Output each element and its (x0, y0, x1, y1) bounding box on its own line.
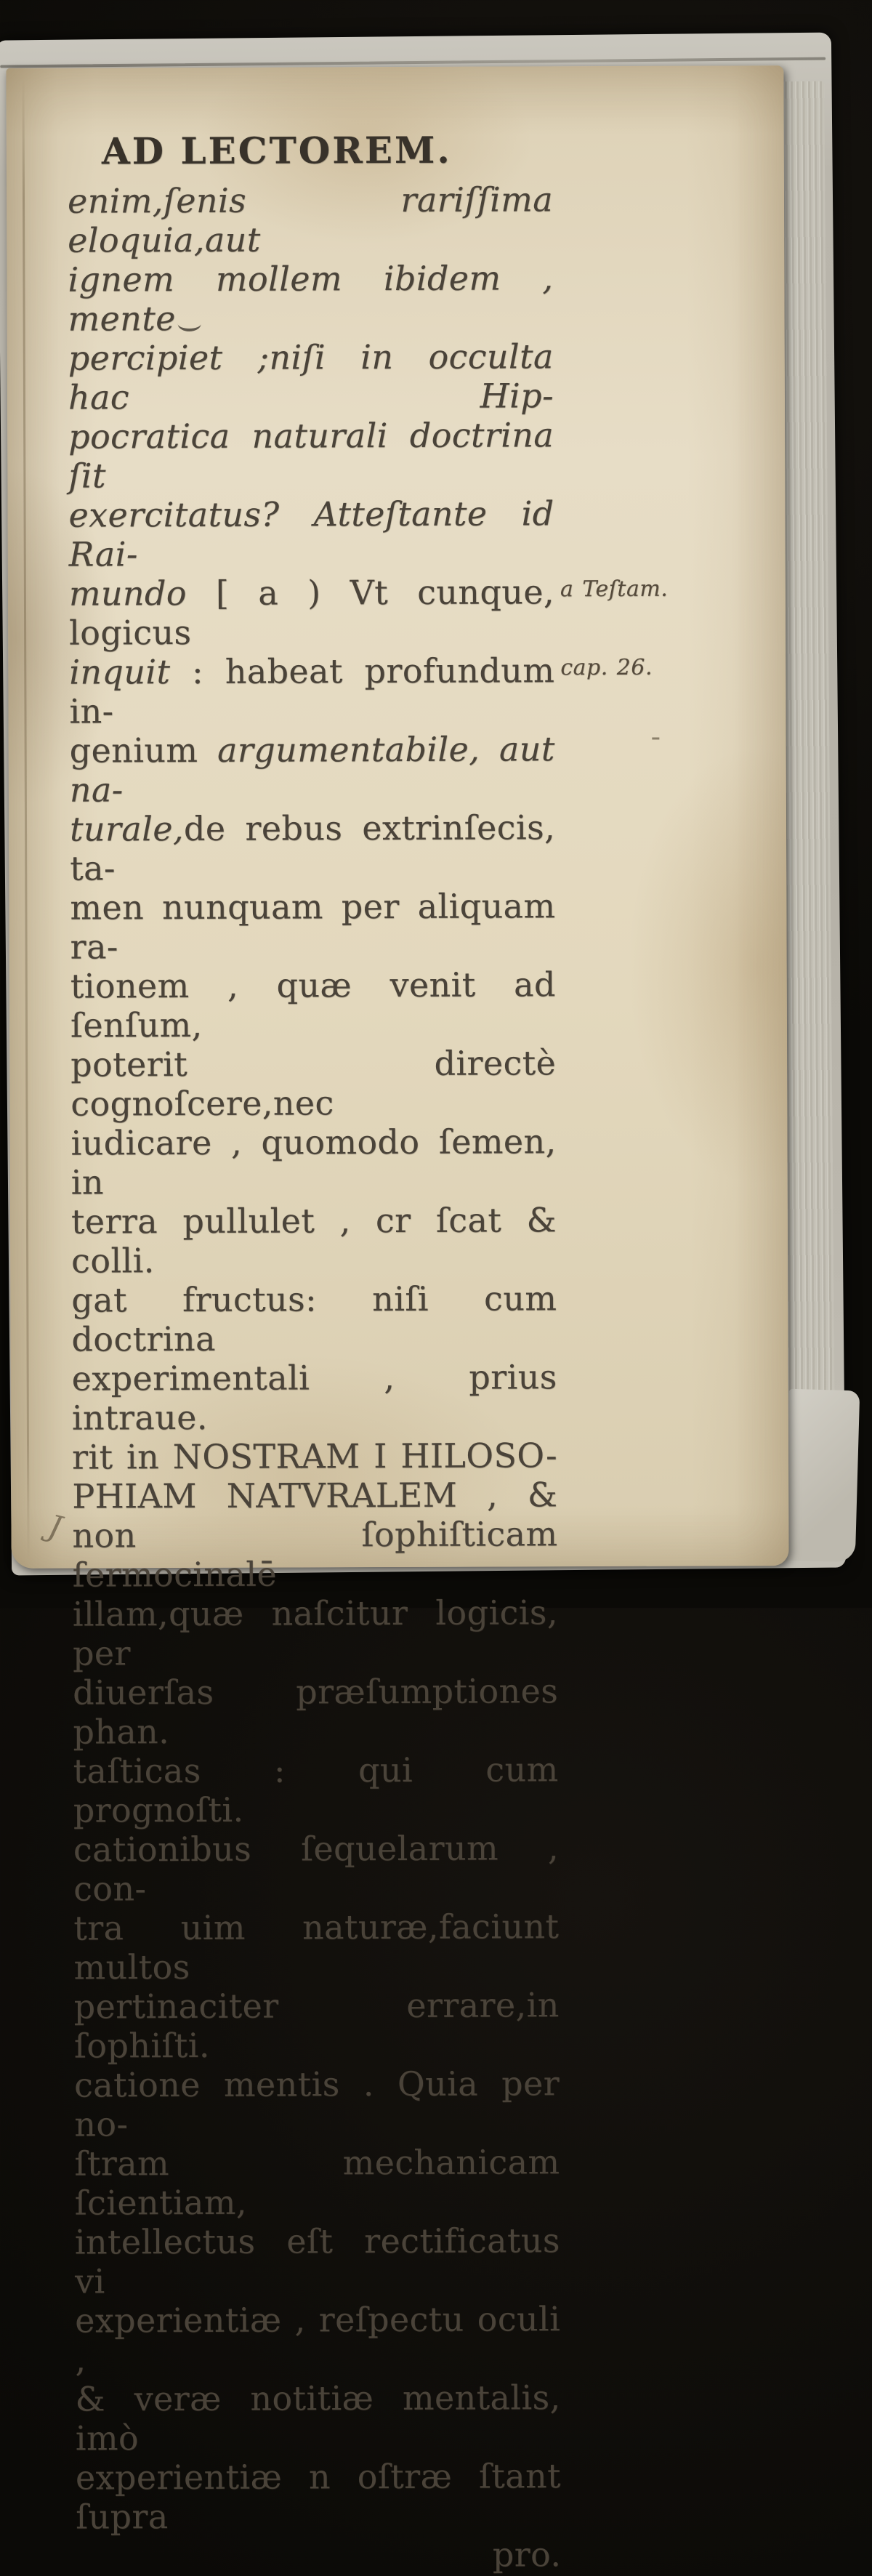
text-segment: tra uim naturæ,faciunt multos (73, 1907, 560, 1987)
text-block (67, 180, 669, 2575)
text-line (76, 2456, 561, 2536)
text-segment: cationibus ſequelarum , con- (73, 1828, 560, 1909)
text-segment: catione mentis . Quia per no- (73, 2064, 560, 2144)
text-segment: diuerſas præſumptiones phan. (73, 1671, 559, 1752)
text-line (70, 965, 556, 1045)
text-line (68, 572, 669, 653)
text-line (68, 258, 553, 338)
text-segment: non ſophiſticam ſermocinalē (72, 1514, 558, 1595)
text-segment: : habeat profundum in- (69, 651, 555, 731)
text-segment: PHIAM NATVRALEM , & (72, 1475, 558, 1516)
text-line (68, 337, 554, 416)
text-segment: experimentali , prius intraue. (71, 1357, 557, 1438)
text-segment: de rebus extrinſecis, ta- (70, 808, 556, 888)
text-line (71, 1200, 557, 1280)
text-segment: terra pullulet , cr ſcat & colli. (70, 1200, 557, 1281)
text-segment: enim,ſenis rariſſima eloquia,aut (67, 180, 554, 260)
text-segment: taſticas : qui cum prognoſti. (73, 1750, 559, 1830)
text-line (73, 1750, 558, 1830)
text-segment: [ a ) Vt cunque, logicus (69, 572, 555, 653)
text-segment: mundo (68, 573, 187, 613)
text-line (69, 651, 653, 731)
text-segment: argumentabile, aut na- (69, 729, 555, 810)
text-segment: percipiet ;niſi in occulta hac Hip- (68, 337, 554, 417)
text-line (73, 1593, 558, 1673)
text-line (73, 1907, 559, 1987)
text-segment: ignem mollem ibidem , mente (68, 258, 554, 339)
text-segment: pertinaciter errare,in ſophiſti. (73, 1985, 560, 2066)
text-line (72, 1475, 557, 1516)
text-segment: exercitatus? Atteſtante id Rai- (68, 494, 554, 574)
text-line (68, 415, 554, 495)
text-line (75, 2221, 560, 2301)
text-line (68, 494, 554, 573)
text-line (70, 886, 555, 966)
text-segment: illam,quæ naſcitur logicis, per (72, 1593, 558, 1673)
text-line (76, 2378, 561, 2458)
text-segment: genium (69, 730, 218, 770)
text-segment: & veræ notitiæ mentalis, imò (75, 2378, 561, 2458)
vellum-corner-flap (784, 1389, 860, 1563)
text-line (74, 2142, 560, 2222)
text-line (73, 1828, 559, 1908)
text-line (70, 1122, 556, 1202)
text-segment: rit in NOSTRAM I HILOSO- (71, 1436, 558, 1477)
pen-mark: J (44, 1508, 65, 1545)
text-segment: poterit directè cognoſcere,nec (70, 1043, 557, 1124)
text-line (72, 1357, 557, 1437)
text-line (70, 729, 555, 809)
text-line (74, 1985, 560, 2065)
text-segment: iudicare , quomodo ſemen, in (70, 1122, 557, 1202)
text-segment: men nunquam per aliquam ra- (70, 886, 556, 967)
margin-note: a Teſtam. (560, 576, 669, 603)
flourish-mark (178, 316, 201, 331)
text-line (75, 2299, 560, 2379)
stray-dash-mark: - (650, 720, 661, 754)
text-segment: experientiæ n oſtræ ſtant ſupra (75, 2456, 562, 2537)
text-line (70, 808, 555, 887)
page-heading: AD LECTOREM. (101, 128, 452, 173)
text-line (72, 1436, 557, 1476)
text-segment: pocratica naturali doctrina ſit (68, 415, 554, 496)
text-segment: turale, (69, 809, 185, 849)
text-line (71, 1279, 557, 1359)
text-segment: gat fructus: niſi cum doctrina (71, 1279, 557, 1359)
text-line (74, 2064, 560, 2144)
text-segment: experientiæ , reſpectu oculi , (75, 2299, 561, 2380)
text-line (70, 1043, 556, 1123)
text-line (76, 2535, 561, 2575)
text-segment: intellectus eſt rectificatus vi (74, 2221, 560, 2301)
text-line (73, 1671, 558, 1751)
text-segment: ſtram mechanicam ſcientiam, (74, 2142, 560, 2223)
text-line (68, 180, 553, 259)
text-line (72, 1514, 557, 1594)
margin-note: cap. 26. (560, 654, 653, 681)
book-page (6, 65, 788, 2575)
text-segment: inquit (69, 652, 171, 692)
text-segment: pro. (492, 2535, 562, 2575)
text-segment: tionem , quæ venit ad ſenſum, (70, 965, 556, 1045)
